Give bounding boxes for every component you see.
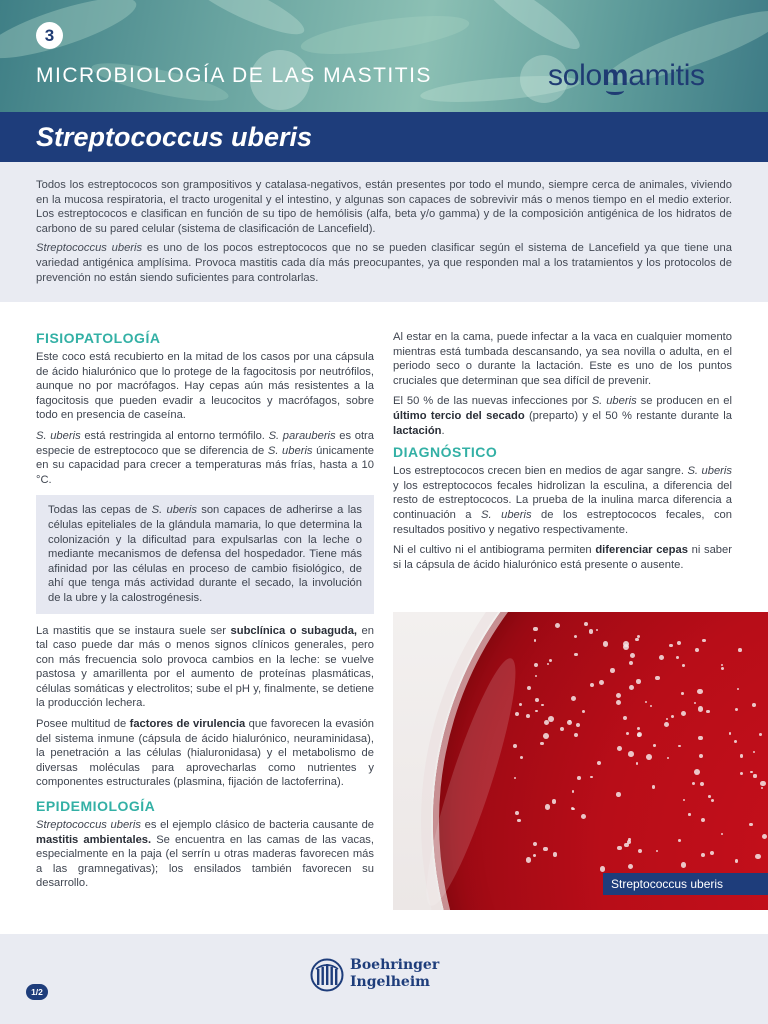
bacterial-colony [610,668,615,673]
bacterial-colony [543,847,548,852]
italic-species: S. parauberis [268,429,336,442]
bacterial-colony [636,679,641,684]
bacterial-colony [752,703,756,707]
bacterial-colony [571,696,576,701]
bacterial-colony [740,754,744,758]
fisio-paragraph-2 [36,429,374,487]
bacterial-colony [535,698,539,702]
italic-species: S. uberis [151,504,197,517]
bold-term: factores de virulencia [129,718,246,731]
text-run: La mastitis que se instaura suele ser [36,624,231,637]
bacterial-colony [629,661,633,665]
bacterial-colony [553,852,557,856]
text-run: que favorecen la evasión del sistema inmune (cápsula de ácido hialurónico, neuraminidasa), la penetración a las células (hialuronidasa) y el metabolismo de diversas moléculas para aprovecharlas como nutrientes y componentes estructurales (plasmina, fijación de lactoferrina). [36,718,374,789]
bacterial-colony [637,727,640,730]
text-run: es otra especie de estreptococo que se diferencia de [36,429,375,457]
text-run: es uno de los pocos estreptococos que no se pueden clasificar según el sistema de Lancefield ya que tiene una variedad antigénica amplísima. Provoca mastitis cada día más preocupantes, ya que responden mal a los tratamientos y los protocolos de prevención no están siendo suficientes para controlarlas. [36,242,732,284]
bacterial-colony [671,715,674,718]
text-run: y los estreptococos fecales hidrolizan la esculina, a diferencia del resto de estreptococos. La prueba de la inulina marca diferencia a continuación a [393,479,732,521]
bacterial-colony [617,846,621,850]
company-name [350,957,439,991]
bacterial-colony [574,733,578,737]
italic-species: Streptococcus uberis [36,242,143,255]
image-caption: Streptococcus uberis [603,873,768,895]
bacterial-colony [577,776,581,780]
text-run: . [441,424,445,437]
italic-species: S. uberis [481,508,532,521]
bacterial-colony [659,655,664,660]
bold-term: lactación [393,424,442,437]
text-run: son capaces de adherirse a las células epiteliales de la glándula mamaria, lo que determina la colonización y la dificultad para expulsarlas con la leche o mediante mecanismos de defensa del hospedador. Tiene más afinidad por las células en proceso de cambio fisiológico, de ahí que tenga más actividad durante el secado, la involución de la ubre y la calostrogénesis. [48,504,362,604]
bacterial-colony [628,838,630,840]
intro-panel [0,162,768,302]
bacterial-colony [590,776,592,778]
bacterial-colony [616,693,621,698]
left-column [36,330,374,897]
page-indicator: 1/2 [26,984,48,1000]
bacterial-colony [701,818,705,822]
bold-term: subclínica o subaguda, [230,624,358,637]
header-banner [0,0,768,112]
bacterial-colony [698,736,702,740]
highlight-box [36,495,374,613]
text-run: ni saber si la cápsula de ácido hialurónico está presente o ausente. [393,544,732,571]
epi-paragraph-1 [36,818,374,891]
italic-species: S. uberis [36,429,81,442]
callout-paragraph [48,503,362,605]
bacterial-colony [753,774,756,777]
text-run: se producen en el [636,395,732,408]
fisio-paragraph-3 [36,624,374,712]
bold-term: último tercio del secado [393,409,525,422]
bacterial-colony [626,732,629,735]
company-name-line-2: Ingelheim [350,974,430,990]
bacterial-colony [652,785,656,789]
boehringer-ingelheim-logo[interactable] [310,956,460,996]
bacterial-colony [702,639,706,643]
intro-paragraph-1: Todos los estreptococos son grampositivos y catalasa-negativos, están presentes por todo el mundo, siempre cerca de animales, viviendo en la mucosa respiratoria, el tracto urogenital y el intestino, y algunas son capaces de sobrevivir más o menos tiempo en el medio exterior. Los estreptococos e clasifican en función de su tipo de hemólisis (alfa, beta y/o gamma) y de la composición antigénica de los hidratos de carbono de su pared celular (sistema de clasificación de Lancefield). [36,179,732,235]
petri-dish-photo [393,612,768,910]
text-run: Se encuentra en las camas de las vacas, especialmente en la paja (el serrín u otras maderas favorecen más a las gramnegativas); los ensilados también favorecen su desarrollo. [36,833,374,890]
fisio-paragraph-4 [36,717,374,790]
bacterial-colony [710,851,714,855]
bacterial-colony [711,799,714,802]
bacterial-colony [734,740,737,743]
bacterial-colony [681,862,686,867]
boehringer-emblem-icon [310,958,344,992]
bacterial-colony [760,781,765,786]
company-name-line-1: Boehringer [350,957,440,973]
bacterial-colony [540,742,544,746]
bacterial-colony [545,804,550,809]
bacterial-colony [517,819,521,823]
bacterial-colony [669,644,673,648]
bacterial-colony [569,720,571,722]
bacterial-colony [584,622,588,626]
logo-text-prefix: solo [548,59,602,92]
bacterial-colony [721,667,724,670]
epi-paragraph-3 [393,394,732,438]
bacterial-colony [581,814,586,819]
bacterial-colony [688,813,690,815]
bacterial-colony [738,648,742,652]
logo-text-mid: m [601,59,629,92]
bold-term: diferenciar cepas [595,544,688,557]
bacterial-colony [600,866,605,871]
text-run: únicamente en su capacidad para crecer a temperaturas más frías, hasta a 10 °C. [36,444,374,486]
bacterial-colony [694,769,700,775]
text-run: (preparto) y el 50 % restante durante la [524,409,732,422]
bacterial-colony [735,859,739,863]
heading-diagnostico: DIAGNÓSTICO [393,444,498,461]
chapter-number-badge: 3 [36,22,63,49]
text-run: de los estreptococos fecales, con resultados positivo y negativo respectivamente. [393,508,732,536]
text-run: El 50 % de las nuevas infecciones por [393,395,592,408]
epi-paragraph-2: Al estar en la cama, puede infectar a la vaca en cualquier momento mientras está tumbada descansando, ya sea novilla o adulta, en el periodo seco o durante la lactación. Este es uno de los puntos cruciales que determinan que sea difícil de prevenir. [393,331,732,387]
intro-paragraph-2 [36,241,732,285]
text-run: Los estreptococos crecen bien en medios de agar sangre. [393,465,688,478]
bacterial-colony [576,723,580,727]
bacterial-colony [682,664,685,667]
bacterial-colony [706,710,709,713]
bacterial-colony [623,641,629,647]
text-run: Posee multitud de [36,718,130,731]
italic-species: S. uberis [591,395,637,408]
bacterial-colony [708,795,711,798]
text-run: en tal caso puede dar más o menos signos clínicos generales, pero con más frecuencia solo provoca cambios en la leche: se vuelve pastosa y amarillenta por el aumento de proteínas plasmáticas, células somáticas y electrolitos; sube el pH y, finalmente, se detiene la producción lechera. [36,624,374,710]
bacterial-colony [762,834,767,839]
bacterial-colony [617,746,622,751]
bacterial-colony [653,744,656,747]
fisio-paragraph-1: Este coco está recubierto en la mitad de los casos por una cápsula de ácido hialurónico que lo protege de la fagocitosis por neutrófilos, aunque no por macrófagos. Hay cepas aún más resistentes a la fagocitosis que pueden evadir a leucocitos y macrófagos, sobre todo en presencia de caseína. [36,351,374,422]
bacterial-colony [655,676,659,680]
page-title: Streptococcus uberis [36,122,313,152]
diag-paragraph-2 [393,543,732,572]
bacteria-decoration [473,0,586,58]
bacterial-colony [678,745,680,747]
bacteria-decoration [299,8,472,61]
bacterial-colony [515,811,519,815]
text-run: Todas las cepas de [48,504,152,517]
diag-paragraph-1 [393,464,732,537]
heading-epidemiologia: EPIDEMIOLOGÍA [36,798,156,815]
bacterial-colony [755,854,760,859]
bacterial-colony [513,744,517,748]
bold-term: mastitis ambientales. [36,833,152,846]
bacterial-colony [599,680,604,685]
bacterial-colony [681,692,684,695]
bacterial-colony [543,733,549,739]
bacterial-colony [636,762,638,764]
italic-species: S. uberis [267,444,313,457]
bacterial-colony [645,701,647,703]
bacterial-colony [676,656,679,659]
bacterial-colony [628,751,634,757]
text-run: es el ejemplo clásico de bacteria causante de [141,819,375,832]
italic-species: S. uberis [687,465,732,478]
heading-fisiopatologia: FISIOPATOLOGÍA [36,330,161,346]
footer-panel [0,934,768,1024]
bacterial-colony [699,754,703,758]
bacterial-colony [753,751,755,753]
bacterial-colony [533,854,536,857]
bacterial-colony [526,857,532,863]
bacterial-colony [616,792,621,797]
bacterial-colony [729,732,731,734]
bacterial-colony [552,799,557,804]
bacteria-decoration [0,0,142,70]
text-run: Ni el cultivo ni el antibiograma permiten [393,544,596,557]
italic-species: Streptococcus uberis [36,819,141,832]
bacterial-colony [526,714,530,718]
bacterial-colony [574,653,577,656]
bacterial-colony [646,754,652,760]
series-title: MICROBIOLOGÍA DE LAS MASTITIS [36,64,432,87]
bacterial-colony [534,663,538,667]
solomamitis-logo[interactable] [548,59,705,93]
text-run: está restringida al entorno termófilo. [80,429,269,442]
logo-text-suffix: amitis [628,59,705,92]
bacterial-colony [695,648,699,652]
bacteria-decoration [180,0,310,44]
right-column [393,330,732,578]
bacterial-colony [533,842,537,846]
bacterial-colony [596,629,598,631]
title-band [0,112,768,162]
